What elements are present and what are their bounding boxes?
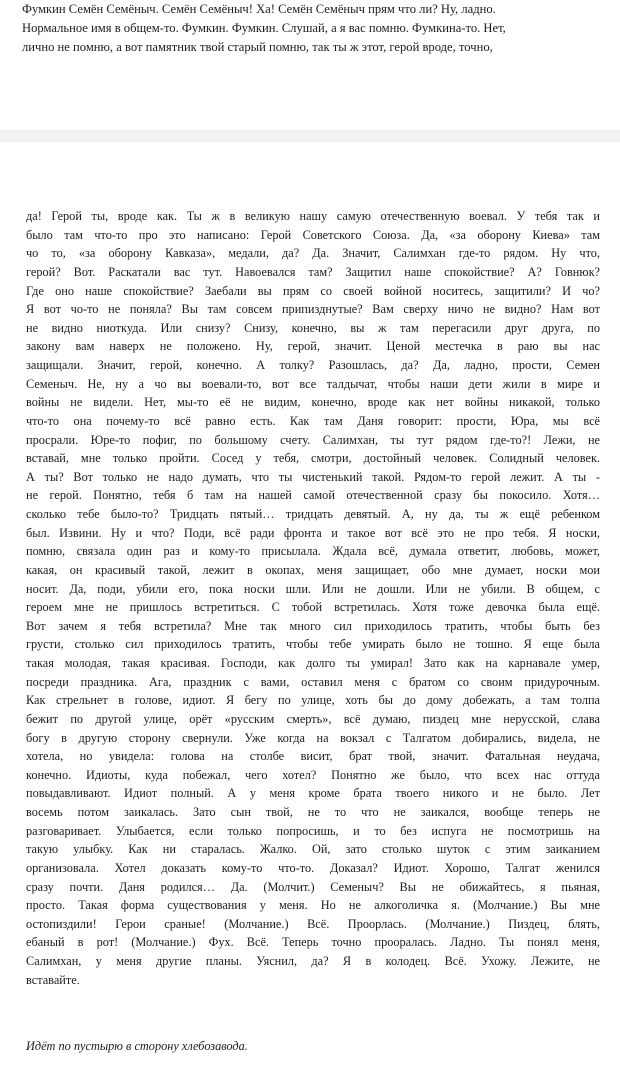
text-block-main	[26, 207, 600, 1027]
text-line: Нормальное имя в общем-то. Фумкин. Фумкин. Слушай, а я вас помню. Фумкина-то. Нет,	[22, 21, 506, 36]
text-line: Где оно наше спокойствие? Заебали вы прям со своей войной носитесь, защитили? И чо?	[26, 283, 600, 298]
text-line: был. Извини. Ну и что? Поди, всё ради фронта и такое вот всё это не про тебя. Я носки,	[26, 525, 600, 540]
text-line	[26, 989, 600, 1008]
text-line: Как стрельнет в голове, идиот. Я бегу по улице, хоть бы до дому добежать, а там толпа	[26, 693, 600, 708]
text-line: хотела, но увидела: голова на столбе висит, брат твой, значит. Фатальная неудача,	[26, 749, 600, 764]
text-line: просрали. Юре-то пофиг, по большому счету. Салимхан, ты тут рядом где-то?! Лежи, не	[26, 432, 600, 447]
text-line: просто. Такая форма существования у меня. Но не алкоголичка я. (Молчание.) Вы мне	[26, 898, 600, 913]
text-block-top	[22, 0, 600, 76]
text-line: было там что-то про это написано: Герой Советского Союза. Да, «за оборону Киева» там	[26, 227, 600, 242]
text-line: помню, связала один раз и кому-то присылала. Ждала всё, думала ответит, любовь, может,	[26, 544, 600, 559]
text-line: организовала. Хотел доказать кому-то что-то. Доказал? Идиот. Хорошо, Талгат женился	[26, 860, 600, 875]
stage-direction: Идёт по пустырю в сторону хлебозавода.	[26, 1039, 248, 1053]
text-line: сразу почти. Даня родился… Да. (Молчит.) Семеныч? Вы не обижайтесь, я пьяная,	[26, 879, 600, 894]
text-line: восемь потом заикалась. Зато сын твой, не то что не заикался, вообще теперь не	[26, 805, 600, 819]
text-line: такую улыбку. Как ни старалась. Жалко. Ой, зато столько шуток с этим заиканием	[26, 842, 600, 857]
text-line: ебаный в рот! (Молчание.) Фух. Всё. Теперь точно прооралась. Ладно. Ты понял меня,	[26, 935, 600, 950]
text-line: закону вам наверх не положено. Ну, герой, значит. Ценой местечка в раю вы нас	[26, 339, 600, 354]
text-line: богу в другую сторону свернули. Уже когда на вокзал с Талгатом добирались, видела, не	[26, 730, 600, 745]
text-line: войны не видели. Нет, мы-то её не видим, конечно, вроде как нет войны никакой, только	[26, 395, 600, 410]
text-line: повыдавливают. Идиот полный. А у меня кроме брата твоего никого и не было. Лет	[26, 786, 600, 801]
text-line: вставайте.	[26, 972, 80, 987]
text-line: защищали. Значит, герой, конечно. А толку? Разошлась, да? Да, ладно, прости, Семен	[26, 358, 600, 372]
text-line: лично не помню, а вот памятник твой старый помню, так ты ж этот, герой вроде, точно,	[22, 40, 493, 55]
page-separator	[0, 130, 620, 142]
text-line: А ты? Вот только не надо думать, что ты чистенький такой. Рядом-то герой лежит. А ты -	[26, 469, 600, 484]
text-line: носит. Да, поди, убили его, пока носки шли. Или не дошли. Или не убили. В общем, с	[26, 581, 600, 596]
text-line: не видно ниоткуда. Или снизу? Снизу, конечно, вы ж там перегасили друг друга, по	[26, 320, 600, 335]
text-line: Семеныч. Не, ну а чо вы воевали-то, вот все талдычат, чтобы наши дети жили в мире и	[26, 376, 600, 391]
text-line: посреди праздника. Ага, праздник с вами, оставил меня с братом со своим придурочным.	[26, 674, 600, 689]
text-line: такая молодая, такая красивая. Господи, как долго ты умирал! Зато как на карнавале умер,	[26, 656, 600, 670]
text-line: герой? Вот. Раскатали вас тут. Навоевался там? Защитил наше спокойствие? А? Говнюк?	[26, 264, 600, 279]
text-line: что-то она почему-то всё равно есть. Как там Даня говорит: прости, Юра, мы всё	[26, 413, 600, 428]
text-line: какая, он красивый такой, лежит в окопах, меня защищает, обо мне думает, носки мои	[26, 562, 600, 577]
text-line: Фумкин Семён Семёныч. Семён Семёныч! Ха! Семён Семёныч прям что ли? Ну, ладно.	[22, 2, 496, 16]
text-line: остопиздили! Герои сраные! (Молчание.) Всё. Проорлась. (Молчание.) Пиздец, блять,	[26, 916, 600, 931]
text-line: Вот зачем я тебя встретила? Мне так много сил приходилось тратить, чтобы быть без	[26, 618, 600, 633]
text-line: Я вот чо-то не поняла? Вы там совсем припизднутые? Вам сверху ничо не видно? Нам вот	[26, 302, 600, 317]
text-line: бежит по другой улице, орёт «русским смерть», всё думаю, пиздец мне нерусской, слава	[26, 711, 600, 726]
text-line: героем мне не пришлось встретиться. С тобой встретилась. Хотя тоже девочка была ещё.	[26, 600, 600, 615]
text-line: грусти, столько сил приходилось тратить, чтобы тебе умирать было не тошно. Я еще была	[26, 637, 600, 652]
text-line: да! Герой ты, вроде как. Ты ж в великую нашу самую отечественную воевал. У тебя так и	[26, 209, 600, 223]
text-line: чо то, «за оборону Кавказа», медали, да? Да. Значит, Салимхан где-то рядом. Ну что,	[26, 246, 600, 261]
text-line: не герой. Понятно, тебя б там на нашей самой отечественной сразу бы покосило. Хотя…	[26, 488, 600, 503]
text-line: вставай, мне только пройти. Сосед у тебя, смотри, достойный человек. Солидный человек.	[26, 451, 600, 466]
text-line: разговаривает. Улыбается, если только попросишь, и то без испуга не посмотришь на	[26, 823, 600, 838]
text-line: сколько тебе было-то? Тридцать пятый… тридцать девятый. А, ну да, ты ж ещё ребенком	[26, 507, 600, 521]
text-line: конечно. Идиоты, куда побежал, чего хотел? Понятно же было, что всех нас оттуда	[26, 767, 600, 782]
text-line: Салимхан, у меня другие планы. Уяснил, да? Я в колодец. Всё. Ухожу. Лежите, не	[26, 954, 600, 968]
